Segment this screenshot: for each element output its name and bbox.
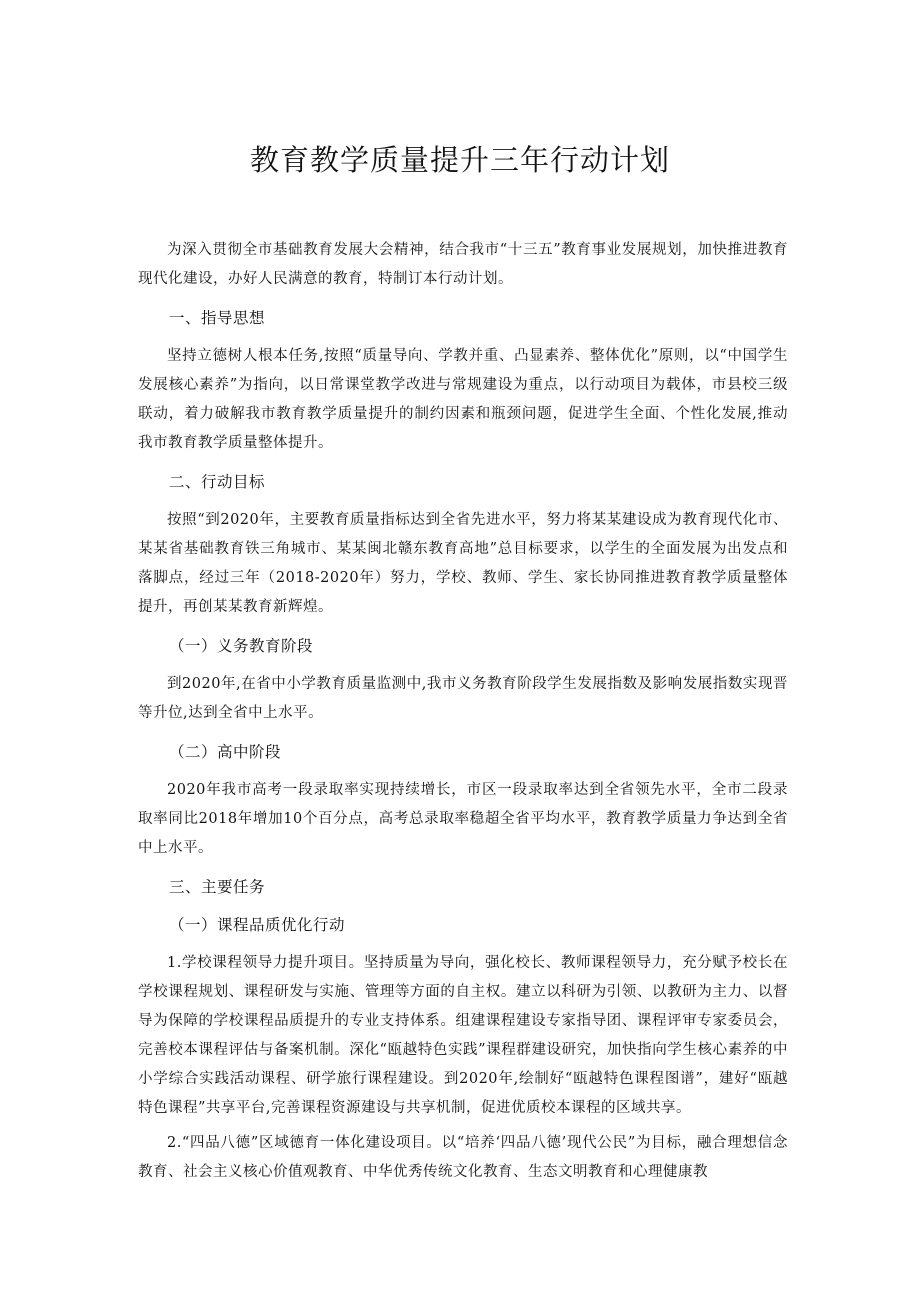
curriculum-item-2-paragraph: 2.“四品八德”区域德育一体化建设项目。以“培养‘四品八德’现代公民”为目标，融合理想信念教育、社会主义核心价值观教育、中华优秀传统文化教育、生态文明教育和心理健康教 <box>138 1135 788 1180</box>
section-heading-main-tasks: 三、主要任务 <box>169 878 266 896</box>
document-title: 教育教学质量提升三年行动计划 <box>249 143 670 177</box>
high-school-paragraph: 2020年我市高考一段录取率实现持续增长，市区一段录取率达到全省领先水平，全市二段录取率同比2018年增加10个百分点，高考总录取率稳超全省平均水平，教育教学质量力争达到全省中上水平。 <box>138 782 788 856</box>
subsection-heading-compulsory-education: （一）义务教育阶段 <box>169 637 314 655</box>
compulsory-education-paragraph: 到2020年,在省中小学教育质量监测中,我市义务教育阶段学生发展指数及影响发展指数实现晋等升位,达到全省中上水平。 <box>138 676 788 721</box>
intro-paragraph: 为深入贯彻全市基础教育发展大会精神，结合我市“十三五”教育事业发展规划，加快推进教育现代化建设，办好人民满意的教育，特制订本行动计划。 <box>138 242 788 287</box>
guiding-ideology-paragraph: 坚持立德树人根本任务,按照“质量导向、学教并重、凸显素养、整体优化”原则，以“中国学生发展核心素养”为指向，以日常课堂教学改进与常规建设为重点，以行动项目为载体，市县校三级联动，着力破解我市教育教学质量提升的制约因素和瓶颈问题，促进学生全面、个性化发展,推动我市教育教学质量整体提升。 <box>138 348 788 451</box>
subsection-heading-curriculum-quality: （一）课程品质优化行动 <box>169 916 346 934</box>
section-heading-action-goals: 二、行动目标 <box>169 473 266 491</box>
subsection-heading-high-school: （二）高中阶段 <box>169 743 282 761</box>
section-heading-guiding-ideology: 一、指导思想 <box>169 309 266 327</box>
curriculum-item-1-paragraph: 1.学校课程领导力提升项目。坚持质量为导向，强化校长、教师课程领导力，充分赋予校长在学校课程规划、课程研发与实施、管理等方面的自主权。建立以科研为引领、以教研为主力、以督导为保障的学校课程品质提升的专业支持体系。组建课程建设专家指导团、课程评审专家委员会，完善校本课程评估与备案机制。深化“瓯越特色实践”课程群建设研究，加快指向学生核心素养的中小学综合实践活动课程、研学旅行课程建设。到2020年,绘制好“瓯越特色课程图谱”，建好“瓯越特色课程”共享平台,完善课程资源建设与共享机制，促进优质校本课程的区域共享。 <box>138 955 788 1116</box>
action-goals-paragraph: 按照“到2020年，主要教育质量指标达到全省先进水平，努力将某某建设成为教育现代化市、某某省基础教育铁三角城市、某某闽北赣东教育高地”总目标要求，以学生的全面发展为出发点和落脚点，经过三年（2018-2020年）努力，学校、教师、学生、家长协同推进教育教学质量整体提升，再创某某教育新辉煌。 <box>138 512 788 615</box>
document-body <box>138 236 788 1187</box>
